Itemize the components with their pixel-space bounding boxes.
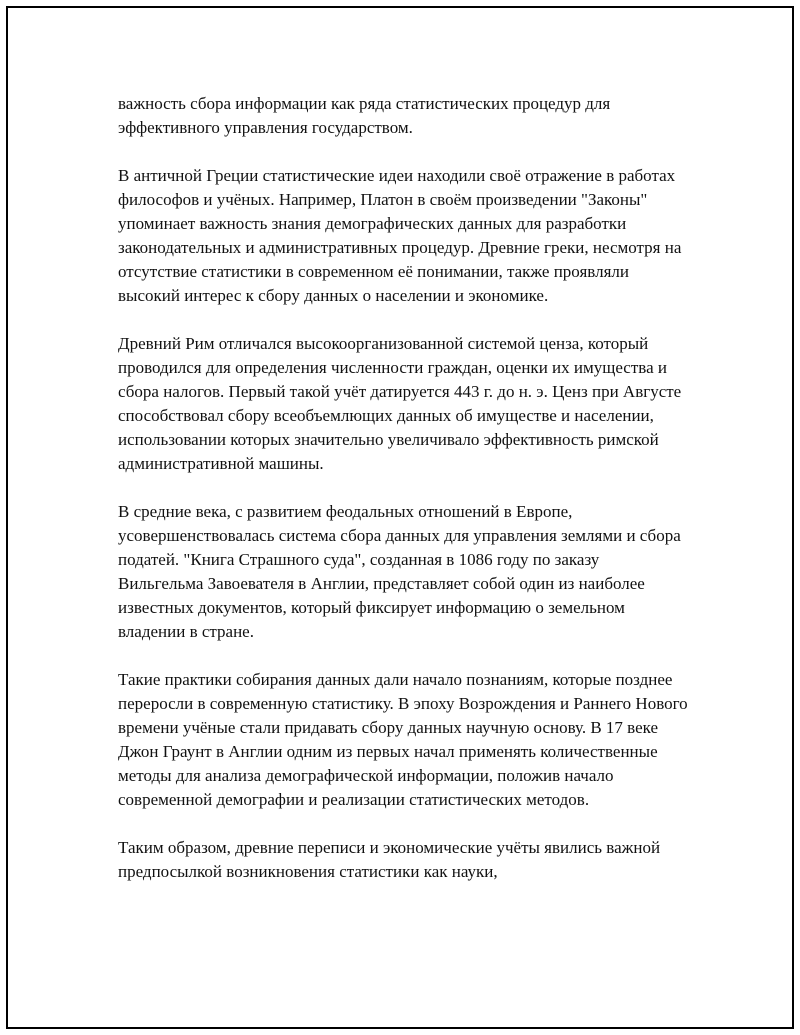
paragraph-4: В средние века, с развитием феодальных отношений в Европе, усовершенствовалась система сбора данных для управления землями и сбора податей. "Книга Страшного суда", созданная в 1086 году по заказу Вильгельма Завоевателя в Англии, представляет собой один из наиболее известных документов, который фиксирует информацию о земельном владении в стране. — [118, 502, 681, 641]
paragraph-5: Такие практики собирания данных дали начало познаниям, которые позднее переросли в современную статистику. В эпоху Возрождения и Раннего Нового времени учёные стали придавать сбору данных научную основу. В 17 веке Джон Граунт в Англии одним из первых начал применять количественные методы для анализа демографической информации, положив начало современной демографии и реализации статистических методов. — [118, 670, 688, 809]
document-text-body — [118, 92, 688, 908]
paragraph-3: Древний Рим отличался высокоорганизованной системой ценза, который проводился для определения численности граждан, оценки их имущества и сбора налогов. Первый такой учёт датируется 443 г. до н. э. Ценз при Августе способствовал сбору всеобъемлющих данных об имуществе и населении, использовании которых значительно увеличивало эффективность римской административной машины. — [118, 334, 682, 473]
paragraph-1: важность сбора информации как ряда статистических процедур для эффективного управления государством. — [118, 94, 611, 137]
paragraph-6: Таким образом, древние переписи и экономические учёты явились важной предпосылкой возникновения статистики как науки, — [118, 838, 661, 881]
paragraph-2: В античной Греции статистические идеи находили своё отражение в работах философов и учёных. Например, Платон в своём произведении "Законы" упоминает важность знания демографических данных для разработки законодательных и административных процедур. Древние греки, несмотря на отсутствие статистики в современном её понимании, также проявляли высокий интерес к сбору данных о населении и экономике. — [118, 166, 682, 305]
